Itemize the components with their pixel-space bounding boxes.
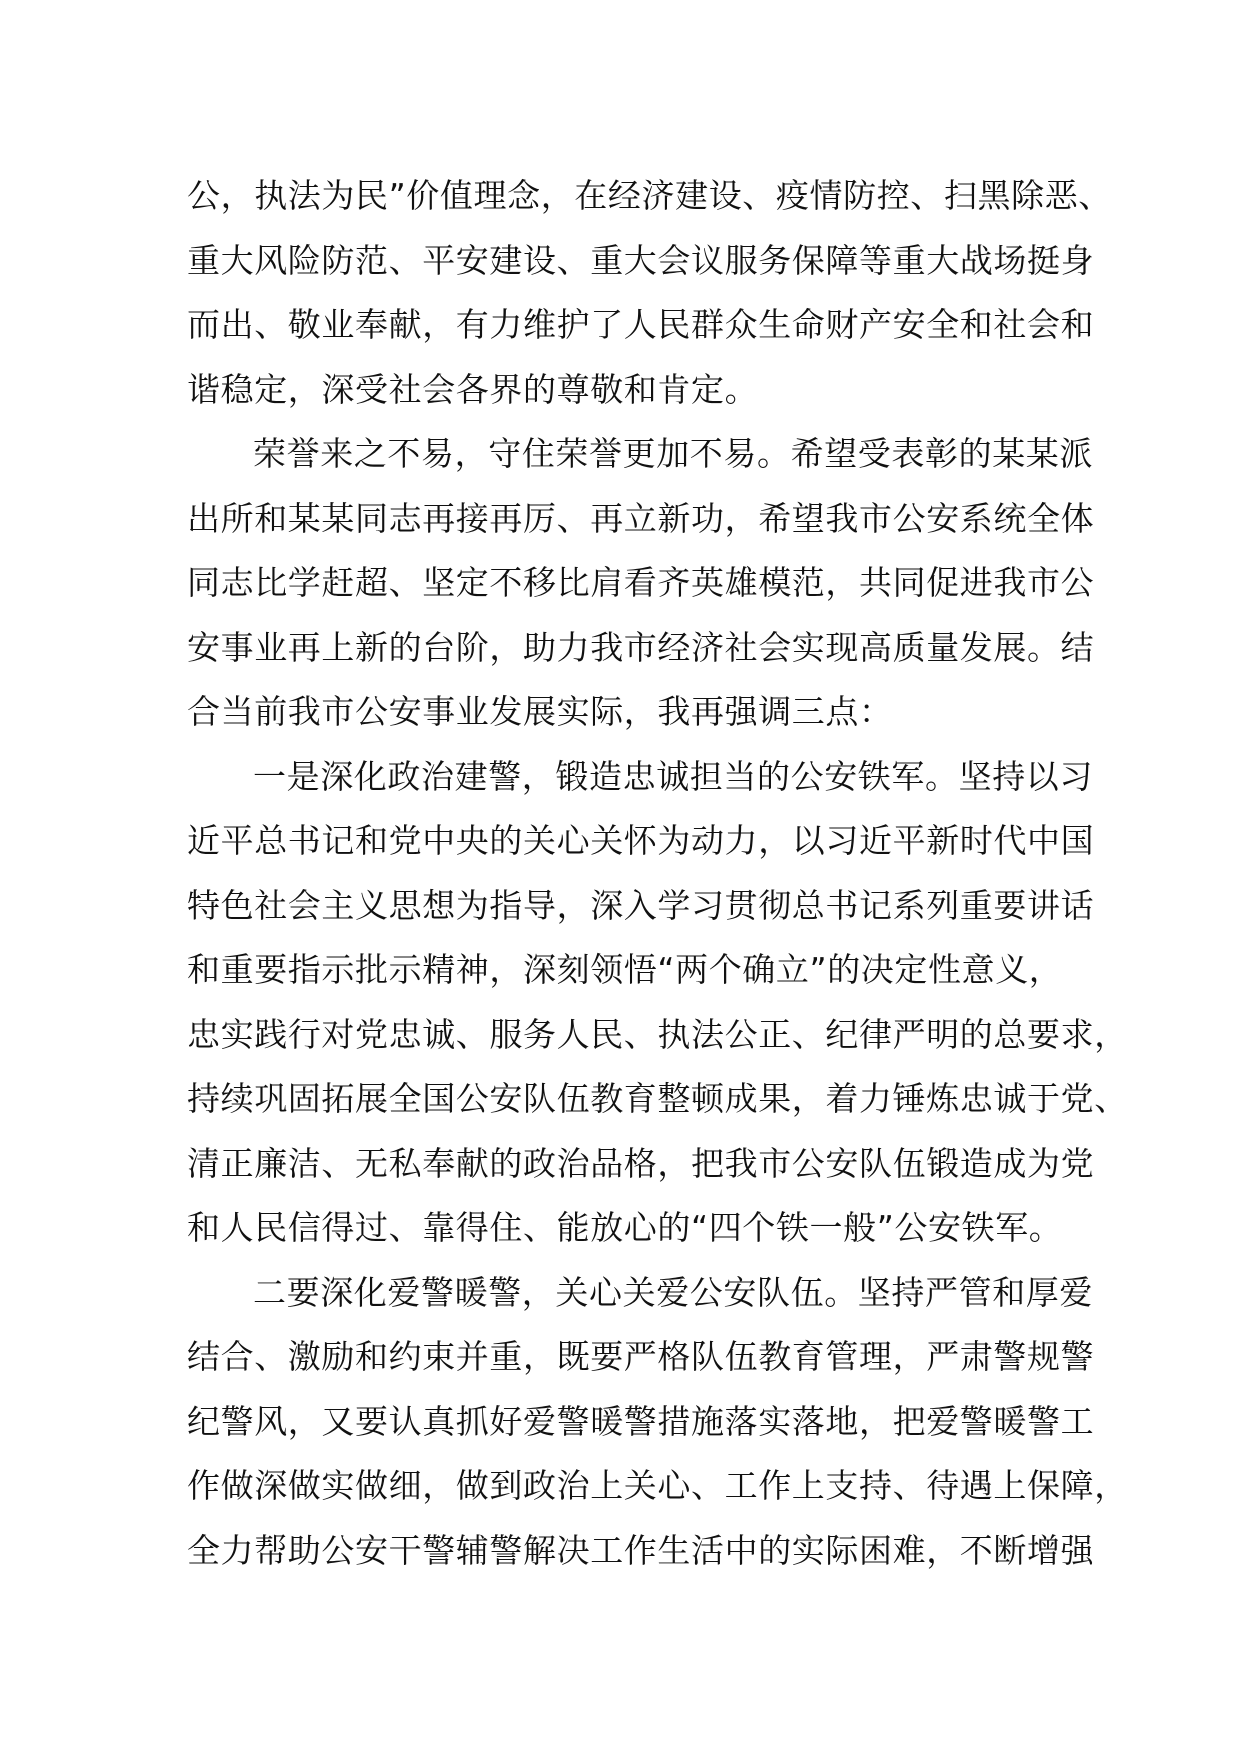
text-line: 作做深做实做细，做到政治上关心、工作上支持、待遇上保障，: [187, 1466, 1128, 1505]
text-line: 全力帮助公安干警辅警解决工作生活中的实际困难，不断增强: [187, 1530, 1095, 1570]
paragraph-first-line: 二要深化爱警暖警，关心关爱公安队伍。坚持严管和厚爱: [253, 1272, 1093, 1312]
text-line: 谐稳定，深受社会各界的尊敬和肯定。: [187, 369, 759, 409]
text-line: 特色社会主义思想为指导，深入学习贯彻总书记系列重要讲话: [187, 885, 1095, 925]
text-line: 同志比学赶超、坚定不移比肩看齐英雄模范，共同促进我市公: [187, 563, 1095, 602]
text-line: 持续巩固拓展全国公安队伍教育整顿成果，着力锤炼忠诚于党、: [187, 1079, 1128, 1118]
text-line: 清正廉洁、无私奉献的政治品格，把我市公安队伍锻造成为党: [187, 1143, 1095, 1183]
text-line: 安事业再上新的台阶，助力我市经济社会实现高质量发展。结: [187, 627, 1095, 667]
text-line: 出所和某某同志再接再厉、再立新功，希望我市公安系统全体: [187, 498, 1095, 538]
text-line: 纪警风，又要认真抓好爱警暖警措施落实落地，把爱警暖警工: [187, 1401, 1095, 1441]
text-line: 重大风险防范、平安建设、重大会议服务保障等重大战场挺身: [187, 240, 1095, 280]
text-line: 忠实践行对党忠诚、服务人民、执法公正、纪律严明的总要求，: [187, 1014, 1128, 1054]
text-line: 公，执法为民”价值理念，在经济建设、疫情防控、扫黑除恶、: [187, 176, 1112, 215]
text-line: 结合、激励和约束并重，既要严格队伍教育管理，严肃警规警: [187, 1337, 1095, 1376]
paragraph-first-line: 一是深化政治建警，锻造忠诚担当的公安铁军。坚持以习: [253, 756, 1093, 796]
text-line: 合当前我市公安事业发展实际，我再强调三点：: [187, 692, 893, 731]
document-body: [187, 164, 1128, 1583]
text-line: 和重要指示批示精神，深刻领悟“两个确立”的决定性意义，: [187, 950, 1063, 989]
text-line: 而出、敬业奉献，有力维护了人民群众生命财产安全和社会和: [187, 305, 1095, 344]
paragraph-first-line: 荣誉来之不易，守住荣誉更加不易。希望受表彰的某某派: [253, 434, 1093, 473]
text-line: 和人民信得过、靠得住、能放心的“四个铁一般”公安铁军。: [187, 1208, 1063, 1247]
text-line: 近平总书记和党中央的关心关怀为动力，以习近平新时代中国: [187, 821, 1095, 860]
